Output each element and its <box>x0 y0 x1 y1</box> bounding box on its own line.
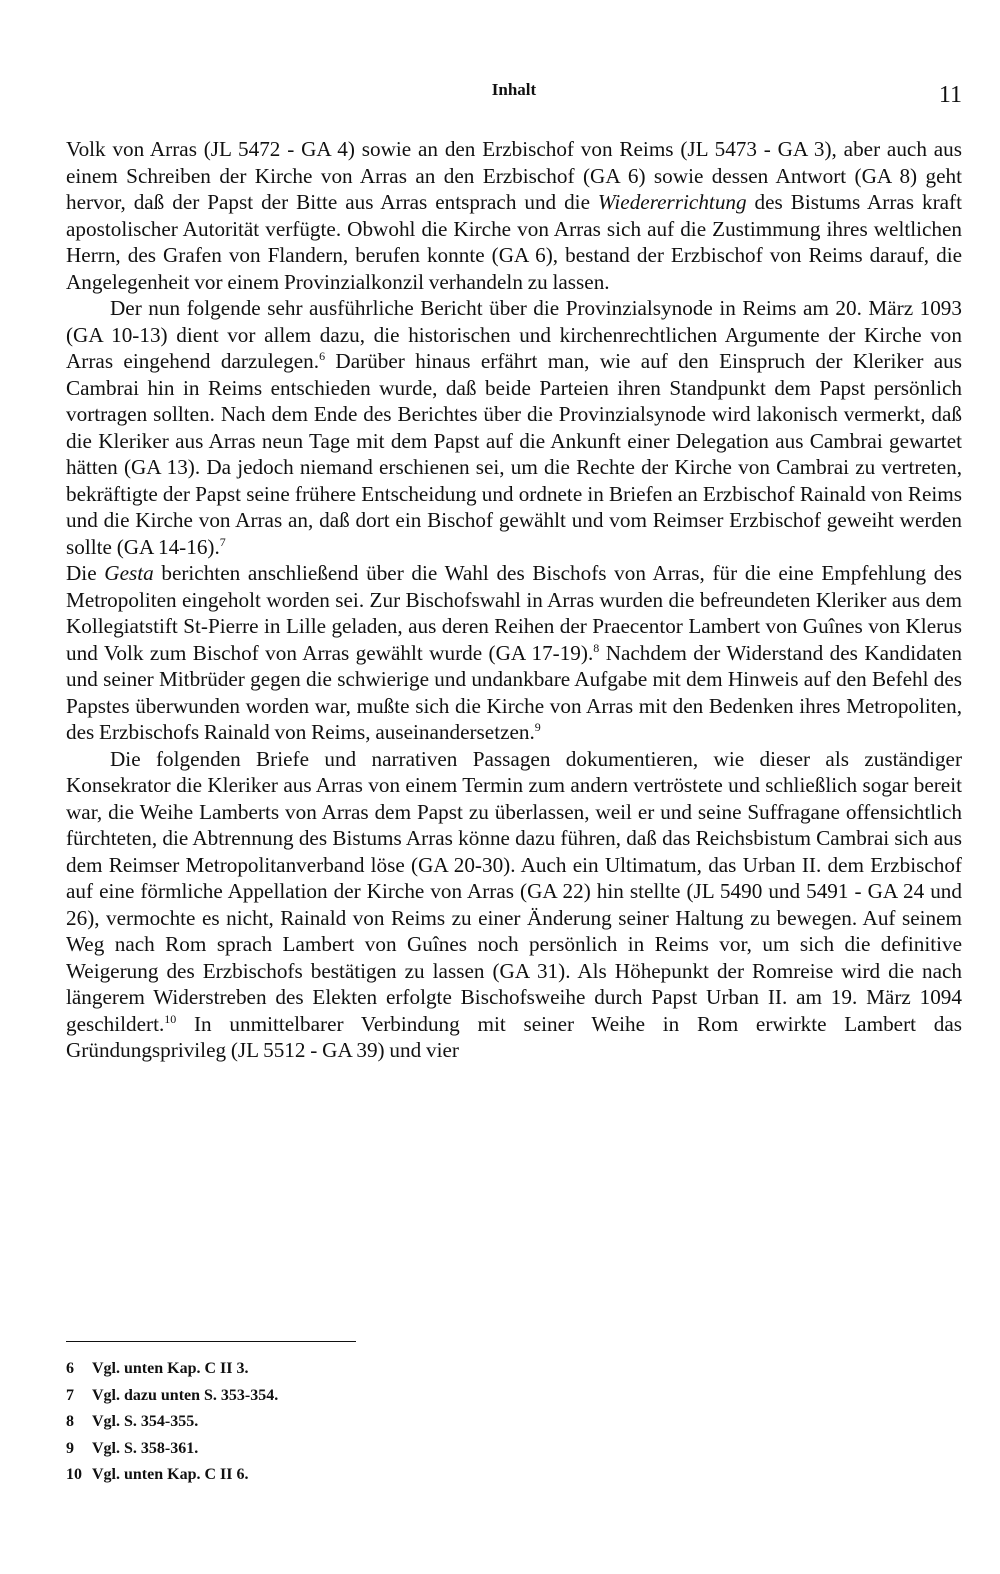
footnote <box>66 1462 566 1489</box>
text-run: Nachdem der Widerstand des Kandidaten und seiner Mitbrüder gegen die schwierige und undankbare Aufgabe mit dem Hinweis auf den Befehl des Papstes überwunden worden war, mußte sich die Kirche von Arras mit den Bedenken ihres Metropoliten, des Erzbischofs Rainald von Reims, auseinandersetzen. <box>66 640 962 744</box>
footnote-number: 9 <box>66 1439 74 1457</box>
footnote-number: 8 <box>66 1413 74 1430</box>
footnote-text: Vgl. unten Kap. C II 3. <box>92 1360 249 1377</box>
footnote-number: 7 <box>66 1386 74 1404</box>
emphasis: Wiedererrichtung <box>597 190 747 214</box>
paragraph-1 <box>66 136 962 295</box>
paragraph-2 <box>66 295 962 560</box>
footnote-ref[interactable]: 8 <box>593 640 600 655</box>
footnotes <box>66 1356 566 1489</box>
footnote <box>66 1356 566 1383</box>
text-run: berichten anschließend über die Wahl des Bischofs von Arras, für die eine Empfehlung des Metropoliten eingeholt worden sei. Zur Bischofswahl in Arras wurden die befreundeten Kleriker aus dem Kollegiatstift St-Pierre in Lille geladen, aus deren Reihen der Praecentor Lambert von Guînes von Klerus und Volk zum Bischof von Arras gewählt wurde (GA 17-19). <box>66 561 962 665</box>
footnote <box>66 1409 566 1436</box>
footnote-text: Vgl. unten Kap. C II 6. <box>92 1466 249 1483</box>
footnote-ref[interactable]: 9 <box>534 720 541 734</box>
footnote-text: Vgl. S. 358-361. <box>92 1439 199 1457</box>
text-run: In unmittelbarer Verbindung mit seiner Weihe in Rom erwirkte Lambert das Gründungsprivileg (JL 5512 - GA 39) und vier <box>66 1011 962 1062</box>
text-run: Die <box>66 561 105 585</box>
footnote-ref[interactable]: 7 <box>219 534 226 549</box>
footnote-ref[interactable]: 6 <box>319 349 326 363</box>
footnote-divider <box>66 1341 356 1342</box>
paragraph-4 <box>66 746 962 1064</box>
paragraph-3 <box>66 560 962 746</box>
footnote-text: Vgl. S. 354-355. <box>92 1413 199 1430</box>
emphasis: Gesta <box>104 561 154 585</box>
footnote-text: Vgl. dazu unten S. 353-354. <box>92 1386 279 1404</box>
text-run: des Bistums Arras kraft apostolischer Autorität verfügte. Obwohl die Kirche von Arras sich auf die Zustimmung ihres weltlichen Herrn, des Grafen von Flandern, berufen konnte (GA 6), bestand der Erzbischof von Reims darauf, die Angelegenheit vor einem Provinzialkonzil verhandeln zu lassen. <box>66 190 962 294</box>
footnote <box>66 1383 566 1410</box>
footnote-number: 6 <box>66 1360 74 1377</box>
running-head: Inhalt <box>491 80 537 99</box>
text-run: Darüber hinaus erfährt man, wie auf den Einspruch der Kleriker aus Cambrai hin in Reims entschieden wurde, daß beide Parteien ihren Standpunkt dem Papst persönlich vortragen sollten. Nach dem Ende des Berichtes über die Provinzialsynode wird lakonisch vermerkt, daß die Kleriker aus Arras neun Tage mit dem Papst auf die Ankunft einer Delegation aus Cambrai gewartet hätten (GA 13). Da jedoch niemand erschienen sei, um die Rechte der Kirche von Cambrai zu vertreten, bekräftigte der Papst seine frühere Entscheidung und ordnete in Briefen an Erzbischof Rainald von Reims und die Kirche von Arras an, daß dort ein Bischof gewählt und vom Reimser Erzbischof geweiht werden sollte (GA 14-16). <box>66 349 963 559</box>
page-number: 11 <box>938 82 962 108</box>
text-run: Die folgenden Briefe und narrativen Passagen dokumentieren, wie dieser als zuständiger Konsekrator die Kleriker aus Arras von einem Termin zum andern vertröstete und schließlich sogar bereit war, die Weihe Lamberts von Arras dem Papst zu überlassen, weil er und seine Suffragane offensichtlich fürchteten, die Abtrennung des Bistums Arras könne dazu führen, daß das Reichsbistum Cambrai sich aus dem Reimser Metropolitanverband löse (GA 20-30). Auch ein Ultimatum, das Urban II. dem Erzbischof auf eine förmliche Appellation der Kirche von Arras (GA 22) hin stellte (JL 5490 und 5491 - GA 24 und 26), vermochte es nicht, Rainald von Reims zu einer Änderung seiner Haltung zu bewegen. Auf seinem Weg nach Rom sprach Lambert von Guînes noch persönlich in Reims vor, um sich die definitive Weigerung des Erzbischofs bestätigen zu lassen (GA 31). Als Höhepunkt der Romreise wird die nach längerem Widerstreben des Elekten erfolgte Bischofsweihe durch Papst Urban II. am 19. März 1094 geschildert. <box>66 746 962 1036</box>
page-header <box>66 80 962 116</box>
footnote-ref[interactable]: 10 <box>164 1011 177 1026</box>
text-run: Volk von Arras (JL 5472 - GA 4) sowie an den Erzbischof von Reims (JL 5473 - GA 3), aber auch aus einem Schreiben der Kirche von Arras an den Erzbischof (GA 6) sowie dessen Antwort (GA 8) geht hervor, daß der Papst der Bitte aus Arras entsprach und die <box>66 137 962 214</box>
footnote <box>66 1436 566 1463</box>
text-run: Der nun folgende sehr ausführliche Bericht über die Provinzialsynode in Reims am 20. März 1093 (GA 10-13) dient vor allem dazu, die historischen und kirchenrechtlichen Argumente der Kirche von Arras eingehend darzulegen. <box>66 296 962 373</box>
body-text <box>66 136 962 1064</box>
footnote-number: 10 <box>66 1466 82 1483</box>
